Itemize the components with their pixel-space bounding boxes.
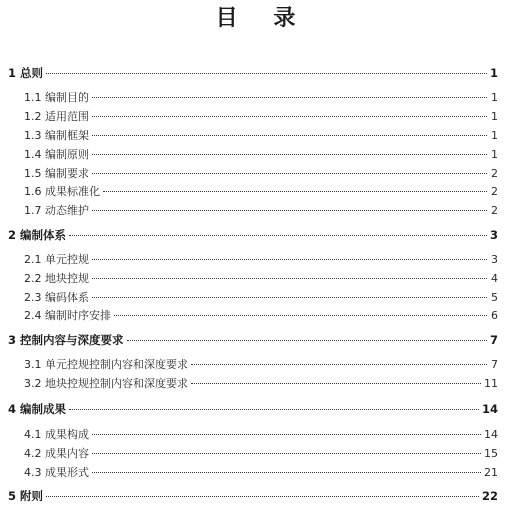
toc-entry-label: 3.1 单元控规控制内容和深度要求 [24,358,188,371]
toc-entry-section-3-2[interactable] [24,375,498,391]
toc-entry-page: 15 [484,447,498,460]
toc-entry-section-1-2[interactable] [24,108,498,124]
toc-entry-label: 2.4 编制时序安排 [24,309,111,322]
toc-entry-label: 1.1 编制目的 [24,91,89,104]
toc-entry-page: 5 [491,291,498,304]
toc-entry-section-2-3[interactable] [24,289,498,305]
toc-entry-label: 5 附则 [8,489,44,503]
leader-dots [92,278,487,279]
leader-dots [92,116,487,117]
toc-entry-section-2-4[interactable] [24,307,498,323]
toc-entry-section-1-4[interactable] [24,146,498,162]
toc-entry-label: 4.1 成果构成 [24,428,89,441]
leader-dots [92,97,487,98]
toc-entry-label: 2.3 编码体系 [24,291,89,304]
leader-dots [69,235,487,236]
toc-entry-label: 2.1 单元控规 [24,253,89,266]
toc-entry-page: 14 [481,402,498,416]
toc-entry-section-1-7[interactable] [24,202,498,218]
toc-entry-page: 14 [484,428,498,441]
leader-dots [92,453,481,454]
toc-entry-chapter-2[interactable] [8,227,498,243]
toc-entry-label: 1.7 动态维护 [24,204,89,217]
toc-entry-page: 7 [489,333,498,347]
toc-entry-page: 11 [484,377,498,390]
toc-title: 目 录 [215,6,310,31]
toc-entry-page: 1 [491,110,498,123]
toc-entry-section-4-3[interactable] [24,464,498,480]
toc-entry-section-1-3[interactable] [24,127,498,143]
toc-entry-page: 4 [491,272,498,285]
toc-entry-chapter-5[interactable] [8,488,498,504]
toc-entry-chapter-3[interactable] [8,332,498,348]
leader-dots [92,434,481,435]
toc-entry-label: 4.3 成果形式 [24,466,89,479]
toc-entry-label: 1.2 适用范围 [24,110,89,123]
toc-entry-page: 7 [491,358,498,371]
toc-entry-label: 2.2 地块控规 [24,272,89,285]
toc-entry-section-1-6[interactable] [24,183,498,199]
toc-entry-label: 3.2 地块控规控制内容和深度要求 [24,377,188,390]
toc-entry-section-1-5[interactable] [24,165,498,181]
toc-entry-label: 3 控制内容与深度要求 [8,333,124,347]
leader-dots [191,364,487,365]
toc-entry-page: 6 [491,309,498,322]
toc-entry-section-4-2[interactable] [24,445,498,461]
leader-dots [114,315,487,316]
toc-entry-page: 3 [491,253,498,266]
leader-dots [92,259,487,260]
toc-entry-section-4-1[interactable] [24,426,498,442]
toc-entry-label: 1.4 编制原则 [24,148,89,161]
leader-dots [191,383,481,384]
toc-entry-label: 1 总则 [8,66,44,80]
toc-entry-page: 1 [489,66,498,80]
toc-entry-page: 21 [484,466,498,479]
leader-dots [127,340,487,341]
toc-entry-label: 4.2 成果内容 [24,447,89,460]
leader-dots [103,191,487,192]
toc-entry-page: 22 [481,489,498,503]
toc-entry-page: 1 [491,91,498,104]
toc-entry-label: 1.5 编制要求 [24,167,89,180]
toc-entry-section-1-1[interactable] [24,89,498,105]
toc-entry-page: 2 [491,167,498,180]
toc-entry-label: 2 编制体系 [8,228,67,242]
leader-dots [46,496,479,497]
toc-entry-label: 4 编制成果 [8,402,67,416]
toc-entry-page: 3 [489,228,498,242]
leader-dots [69,409,479,410]
toc-entry-page: 2 [491,185,498,198]
leader-dots [46,73,487,74]
toc-entry-section-3-1[interactable] [24,356,498,372]
toc-entry-section-2-1[interactable] [24,251,498,267]
leader-dots [92,210,487,211]
toc-entry-page: 2 [491,204,498,217]
leader-dots [92,173,487,174]
toc-entry-section-2-2[interactable] [24,270,498,286]
leader-dots [92,472,481,473]
leader-dots [92,297,487,298]
toc-entry-chapter-1[interactable] [8,65,498,81]
toc-entry-label: 1.3 编制框架 [24,129,89,142]
leader-dots [92,154,487,155]
toc-entry-page: 1 [491,148,498,161]
leader-dots [92,135,487,136]
toc-entry-label: 1.6 成果标准化 [24,185,100,198]
toc-entry-page: 1 [491,129,498,142]
toc-entry-chapter-4[interactable] [8,401,498,417]
